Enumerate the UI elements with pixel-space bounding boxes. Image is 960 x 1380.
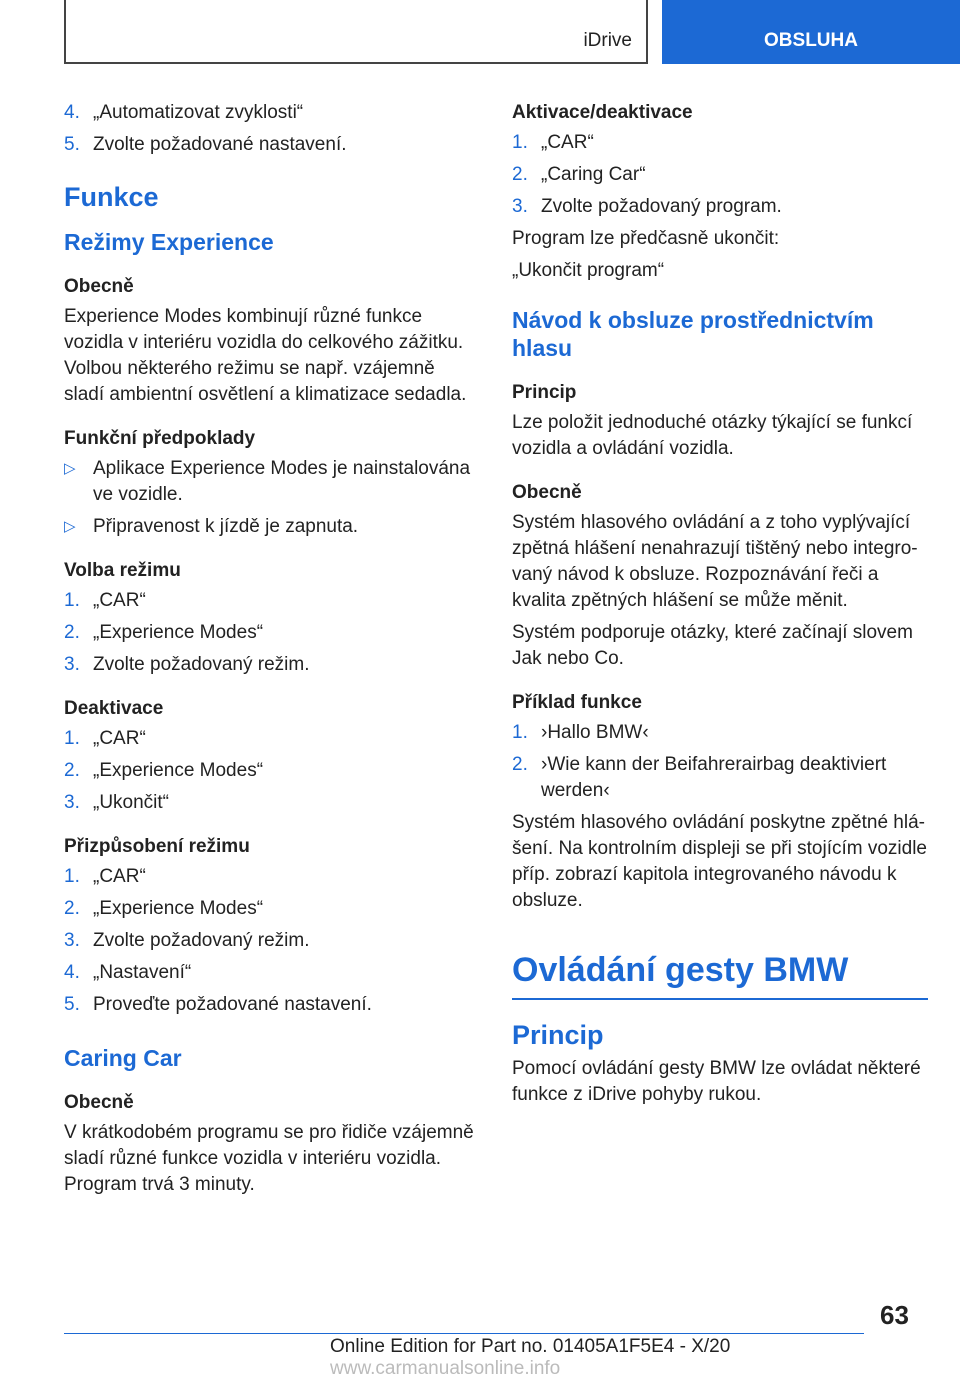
paragraph-obecne-right-2: Systém podporuje otázky, které začínají slovem Jak nebo Co. — [512, 622, 913, 669]
list-item: 4. „Automatizovat zvyklosti“ — [64, 102, 304, 123]
subheading-priklad: Příklad funkce — [512, 692, 642, 713]
list-item: 2. „Experience Modes“ — [64, 760, 264, 781]
prerequisites-list — [64, 456, 480, 540]
list-item: 3. „Ukončit“ — [64, 792, 170, 813]
header-section-box — [64, 0, 648, 64]
subheading-princip: Princip — [512, 382, 577, 403]
paragraph-priklad: Systém hlasového ovládání poskytne zpětné hlášení. Na kontrolním displeji se při stojícím vozidle příp. zobrazí kapitola integrovaného návodu k obsluze. — [512, 812, 927, 911]
footer-edition — [330, 1336, 960, 1380]
list-item: 1. „CAR“ — [64, 590, 146, 611]
paragraph-princip: Lze položit jednoduché otázky týkající se funkcí vozidla a ovládání vozidla. — [512, 412, 913, 459]
list-item: 2. „Caring Car“ — [512, 164, 646, 185]
paragraph-gesta: Pomocí ovládání gesty BMW lze ovládat některé funkce z iDrive pohyby rukou. — [512, 1058, 921, 1105]
heading-rezimy-experience: Režimy Experience — [64, 229, 274, 255]
subheading-obecne: Obecně — [64, 276, 134, 297]
list-item: 5. Proveďte požadované nastavení. — [64, 994, 372, 1015]
footer-rule — [64, 1333, 864, 1334]
header-section-title: iDrive — [583, 30, 632, 51]
subheading-aktivace: Aktivace/deaktivace — [512, 102, 693, 123]
list-item: 3. Zvolte požadovaný režim. — [64, 654, 310, 675]
right-column — [512, 100, 928, 1114]
heading-navod-hlas: Návod k obsluze prostřednictvím hlasu — [512, 307, 874, 361]
chapter-title-gesta: Ovládání gesty BMW — [512, 948, 928, 1000]
footer-watermark: www.carmanualsonline.info — [330, 1358, 561, 1379]
list-item: 4. „Nastavení“ — [64, 962, 192, 983]
subheading-caring-obecne: Obecně — [64, 1092, 134, 1113]
heading-funkce: Funkce — [64, 182, 159, 212]
triangle-bullet-icon: ▷ — [64, 518, 76, 535]
steps-list-top — [64, 100, 480, 158]
priklad-steps-list — [512, 720, 928, 804]
subheading-deaktivace: Deaktivace — [64, 698, 164, 719]
header-chapter-tab: OBSLUHA — [662, 0, 960, 64]
subheading-predpoklady: Funkční předpoklady — [64, 428, 256, 449]
page-number: 63 — [880, 1300, 909, 1330]
list-item: ▷ Připravenost k jízdě je zapnuta. — [64, 514, 480, 540]
list-item: 1. „CAR“ — [64, 866, 146, 887]
list-item: 5. Zvolte požadované nastavení. — [64, 134, 347, 155]
paragraph-caring: V krátkodobém programu se pro řidiče vzájemně sladí různé funkce vozidla v interiéru vozidla. Program trvá 3 minuty. — [64, 1122, 474, 1195]
aktivace-steps-list — [512, 130, 928, 220]
list-item: 3. Zvolte požadovaný program. — [512, 196, 782, 217]
deaktivace-steps-list — [64, 726, 480, 816]
list-item: ▷ Aplikace Experience Modes je nainstalována ve vozidle. — [64, 456, 480, 508]
paragraph-obecne-right-1: Systém hlasového ovládání a z toho vyplývající zpětná hlášení nenahrazují tištěný nebo integrovaný návod k obsluze. Rozpoznávání řeči a kvalita zpětných hlášení se může měnit. — [512, 512, 918, 611]
heading-caring-car: Caring Car — [64, 1045, 182, 1071]
list-item: 3. Zvolte požadovaný režim. — [64, 930, 310, 951]
heading-gesta-princip: Princip — [512, 1020, 604, 1050]
list-item: 2. „Experience Modes“ — [64, 898, 264, 919]
subheading-volba: Volba režimu — [64, 560, 181, 581]
paragraph-ukoncit: Program lze předčasně ukončit: — [512, 228, 780, 249]
list-item: 2. „Experience Modes“ — [64, 622, 264, 643]
list-item: 1. „CAR“ — [512, 132, 594, 153]
paragraph-ukoncit-value: „Ukončit program“ — [512, 260, 665, 281]
left-column — [64, 100, 480, 1204]
volba-steps-list — [64, 588, 480, 678]
list-item: 1. ›Hallo BMW‹ — [512, 722, 649, 743]
paragraph-obecne: Experience Modes kombinují různé funkce vozidla v interiéru vozidla do celkového zážitku. Volbou některého režimu se např. vzájemně sladí ambientní osvětlení a klimatizace sedadla. — [64, 306, 467, 405]
subheading-obecne-right: Obecně — [512, 482, 582, 503]
list-item: 2. ›Wie kann der Beifahrerairbag deaktiviert werden‹ — [512, 754, 887, 801]
list-item: 1. „CAR“ — [64, 728, 146, 749]
subheading-prizpusobeni: Přizpůsobení režimu — [64, 836, 250, 857]
footer-edition-text: Online Edition for Part no. 01405A1F5E4 - X/20 — [330, 1336, 731, 1357]
prizpusobeni-steps-list — [64, 864, 480, 1018]
triangle-bullet-icon: ▷ — [64, 460, 76, 477]
